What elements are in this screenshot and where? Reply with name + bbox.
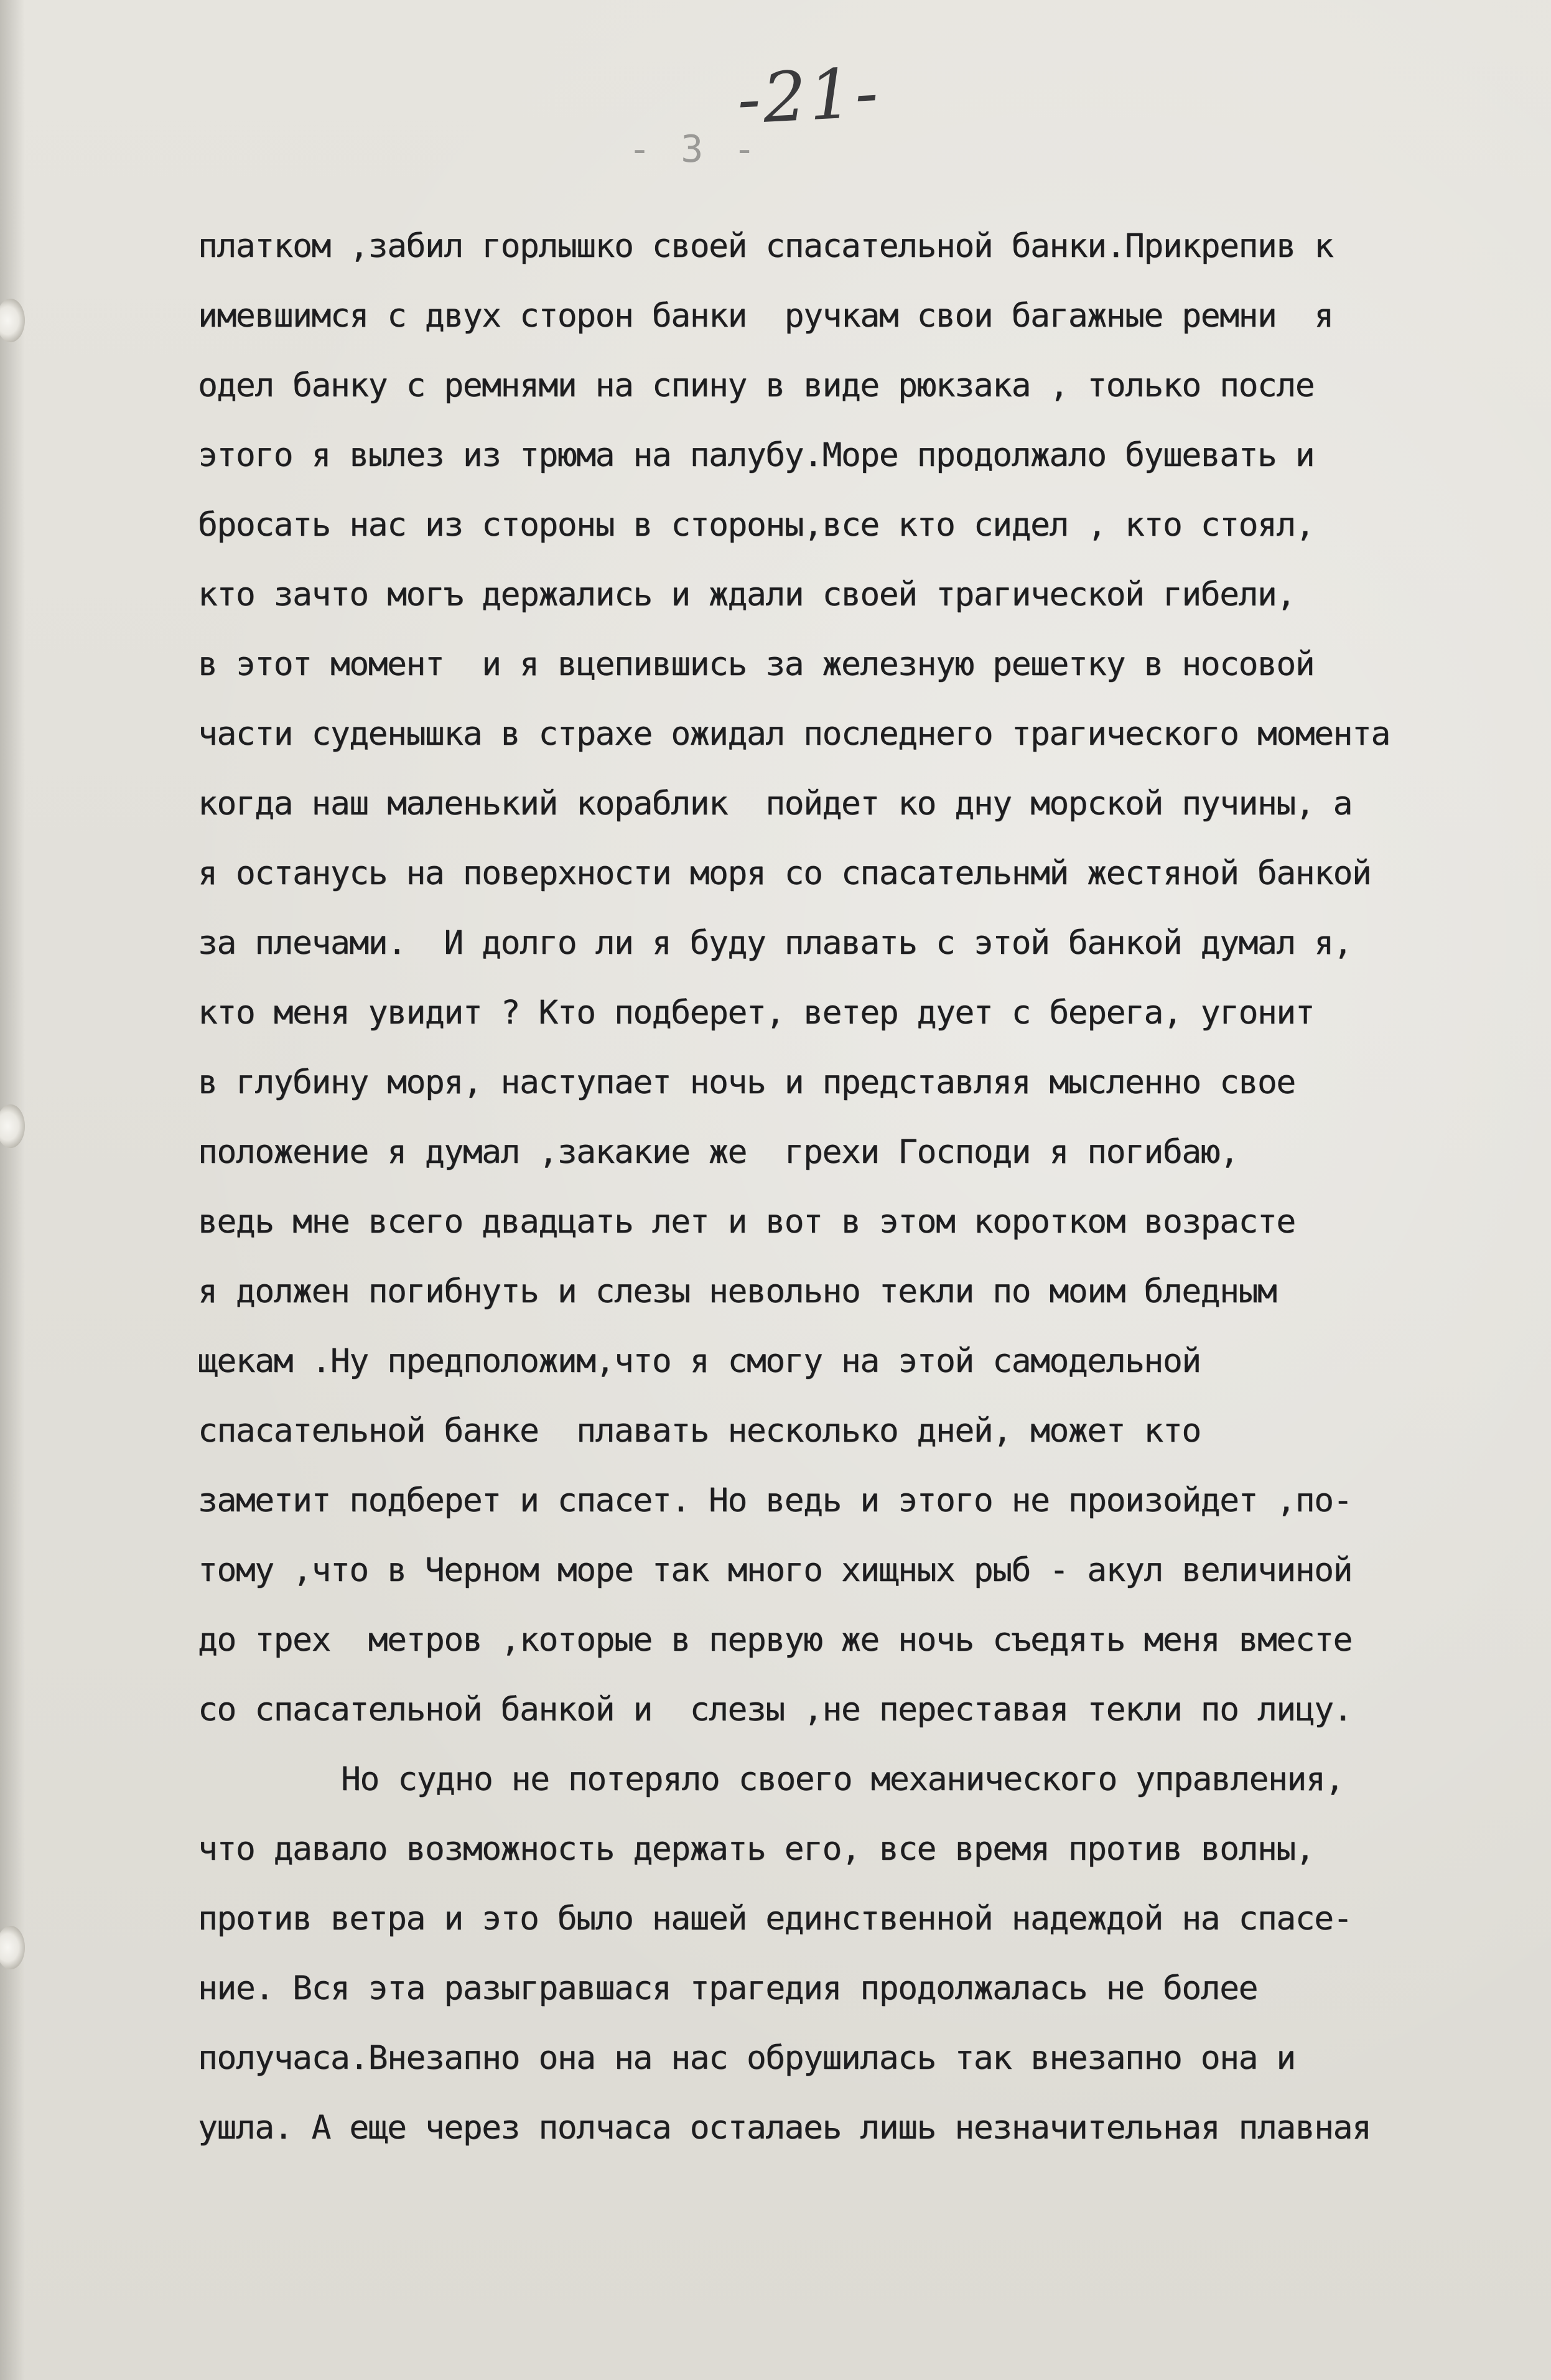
text-line: ведь мне всего двадцать лет и вот в этом коротком возрасте — [198, 1203, 1295, 1241]
text-line: бросать нас из стороны в стороны,все кто сидел , кто стоял, — [198, 506, 1315, 544]
text-line: что давало возможность держать его, все время против волны, — [198, 1830, 1315, 1868]
paragraph-start-line: Но судно не потеряло своего механического управления, — [341, 1760, 1344, 1798]
text-line: кто зачто могъ держались и ждали своей трагической гибели, — [198, 576, 1295, 614]
text-line: в этот момент и я вцепившись за железную решетку в носовой — [198, 645, 1315, 683]
text-line: одел банку с ремнями на спину в виде рюкзака , только после — [198, 366, 1315, 404]
faint-typed-page-number: - 3 - — [628, 128, 760, 171]
text-line: ние. Вся эта разыгравшася трагедия продолжалась не более — [198, 1969, 1257, 2007]
text-line: спасательной банке плавать несколько дней, может кто — [198, 1412, 1201, 1450]
text-line: ушла. А еще через полчаса осталаеь лишь незначительная плавная — [198, 2109, 1371, 2147]
text-line: за плечами. И долго ли я буду плавать с этой банкой думал я, — [198, 924, 1352, 962]
page-edge-shadow — [0, 0, 25, 2380]
text-line: платком ,забил горлышко своей спасательной банки.Прикрепив к — [198, 227, 1333, 265]
text-line: получаса.Внезапно она на нас обрушилась так внезапно она и — [198, 2039, 1295, 2077]
text-line: до трех метров ,которые в первую же ночь съедять меня вместе — [198, 1621, 1352, 1659]
typewritten-body — [198, 212, 1551, 2163]
text-line: я должен погибнуть и слезы невольно текли по моим бледным — [198, 1272, 1277, 1310]
text-line: заметит подберет и спасет. Но ведь и этого не произойдет ,по- — [198, 1482, 1352, 1519]
text-line: щекам .Ну предположим,что я смогу на этой самодельной — [198, 1342, 1201, 1380]
handwritten-page-number: -21- — [735, 52, 883, 139]
text-line: в глубину моря, наступает ночь и представляя мысленно свое — [198, 1063, 1295, 1101]
text-line: когда наш маленький кораблик пойдет ко дну морской пучины, а — [198, 785, 1352, 823]
text-line: имевшимся с двух сторон банки ручкам свои багажные ремни я — [198, 297, 1333, 335]
text-line: части суденышка в страхе ожидал последнего трагического момента — [198, 715, 1390, 753]
text-line: этого я вылез из трюма на палубу.Море продолжало бушевать и — [198, 436, 1315, 474]
text-line: положение я думал ,закакие же грехи Господи я погибаю, — [198, 1133, 1239, 1171]
text-line: я останусь на поверхности моря со спасательнмй жестяной банкой — [198, 854, 1371, 892]
text-line: кто меня увидит ? Кто подберет, ветер дует с берега, угонит — [198, 994, 1315, 1032]
text-line: тому ,что в Черном море так много хищных рыб - акул величиной — [198, 1551, 1352, 1589]
text-line: со спасательной банкой и слезы ,не переставая текли по лицу. — [198, 1691, 1352, 1729]
text-line: против ветра и это было нашей единственной надеждой на спасе- — [198, 1900, 1352, 1938]
